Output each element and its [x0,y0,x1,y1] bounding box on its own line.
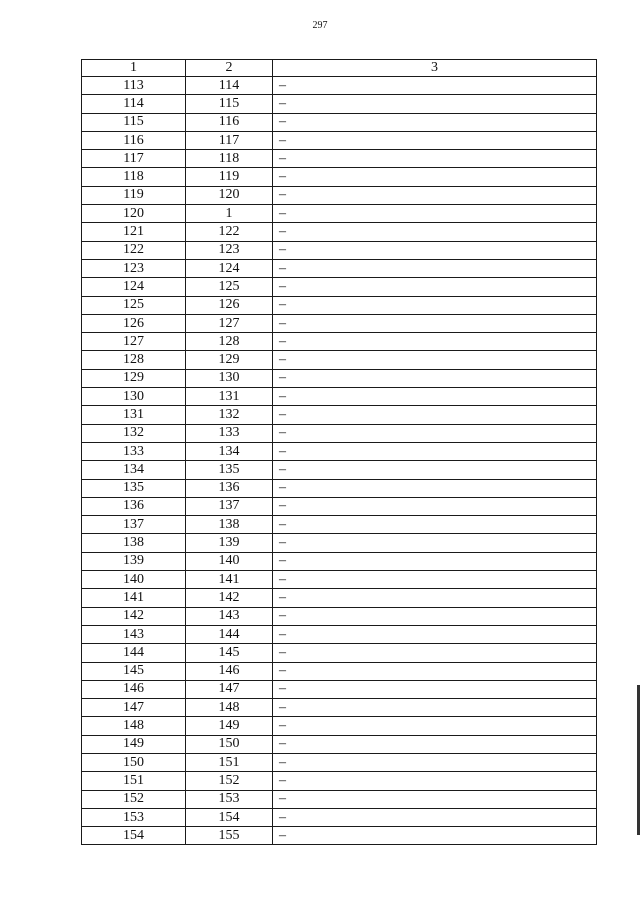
table-row [82,351,597,369]
table-cell-col1: 128 [82,351,186,369]
table-cell-col1: 141 [82,589,186,607]
table-cell-col3: – [273,589,597,607]
data-table-container [81,59,596,845]
table-cell-col3: – [273,772,597,790]
table-row [82,259,597,277]
table-row [82,406,597,424]
table-cell-col3: – [273,314,597,332]
table-cell-col3: – [273,442,597,460]
table-row [82,753,597,771]
table-cell-col2: 122 [186,223,273,241]
table-cell-col1: 146 [82,680,186,698]
table-cell-col3: – [273,644,597,662]
table-cell-col1: 143 [82,625,186,643]
table-cell-col3: – [273,625,597,643]
table-cell-col3: – [273,168,597,186]
table-cell-col2: 145 [186,644,273,662]
table-cell-col2: 117 [186,131,273,149]
table-cell-col2: 142 [186,589,273,607]
table-cell-col2: 152 [186,772,273,790]
table-cell-col2: 144 [186,625,273,643]
table-row [82,168,597,186]
table-cell-col1: 153 [82,808,186,826]
table-cell-col2: 129 [186,351,273,369]
table-cell-col1: 113 [82,77,186,95]
table-cell-col1: 139 [82,552,186,570]
table-cell-col2: 154 [186,808,273,826]
table-cell-col2: 128 [186,333,273,351]
table-cell-col2: 141 [186,571,273,589]
table-cell-col1: 142 [82,607,186,625]
table-row [82,461,597,479]
table-row [82,150,597,168]
table-cell-col3: – [273,790,597,808]
table-row [82,772,597,790]
table-cell-col1: 130 [82,388,186,406]
table-cell-col3: – [273,223,597,241]
table-cell-col3: – [273,424,597,442]
table-cell-col2: 132 [186,406,273,424]
table-cell-col1: 150 [82,753,186,771]
table-cell-col1: 149 [82,735,186,753]
table-cell-col1: 127 [82,333,186,351]
table-cell-col1: 119 [82,186,186,204]
table-row [82,442,597,460]
column-header-2: 2 [186,60,273,77]
table-row [82,808,597,826]
table-cell-col2: 138 [186,516,273,534]
table-cell-col2: 114 [186,77,273,95]
table-cell-col2: 150 [186,735,273,753]
table-cell-col1: 151 [82,772,186,790]
table-cell-col2: 125 [186,278,273,296]
table-row [82,113,597,131]
table-row [82,314,597,332]
table-cell-col1: 135 [82,479,186,497]
table-row [82,662,597,680]
table-cell-col2: 146 [186,662,273,680]
table-row [82,497,597,515]
table-cell-col3: – [273,95,597,113]
table-row [82,552,597,570]
table-row [82,699,597,717]
table-cell-col1: 137 [82,516,186,534]
table-row [82,388,597,406]
table-cell-col3: – [273,113,597,131]
table-cell-col1: 148 [82,717,186,735]
table-cell-col3: – [273,680,597,698]
table-cell-col2: 143 [186,607,273,625]
table-cell-col1: 129 [82,369,186,387]
table-row [82,680,597,698]
table-cell-col3: – [273,241,597,259]
table-cell-col3: – [273,150,597,168]
table-cell-col3: – [273,571,597,589]
table-cell-col1: 134 [82,461,186,479]
table-cell-col1: 140 [82,571,186,589]
table-cell-col1: 154 [82,827,186,845]
table-cell-col2: 124 [186,259,273,277]
table-cell-col1: 123 [82,259,186,277]
table-cell-col3: – [273,333,597,351]
table-cell-col1: 132 [82,424,186,442]
table-cell-col3: – [273,497,597,515]
table-cell-col3: – [273,388,597,406]
table-cell-col1: 152 [82,790,186,808]
table-cell-col1: 115 [82,113,186,131]
table-cell-col1: 145 [82,662,186,680]
table-cell-col1: 144 [82,644,186,662]
table-row [82,95,597,113]
table-header-row [82,60,597,77]
table-cell-col2: 137 [186,497,273,515]
table-cell-col1: 133 [82,442,186,460]
table-row [82,333,597,351]
table-cell-col3: – [273,406,597,424]
table-cell-col3: – [273,278,597,296]
table-cell-col2: 130 [186,369,273,387]
table-cell-col3: – [273,735,597,753]
table-cell-col3: – [273,296,597,314]
table-cell-col3: – [273,699,597,717]
table-cell-col2: 126 [186,296,273,314]
table-cell-col1: 138 [82,534,186,552]
table-row [82,607,597,625]
table-cell-col2: 134 [186,442,273,460]
table-cell-col1: 125 [82,296,186,314]
table-cell-col3: – [273,717,597,735]
table-cell-col2: 149 [186,717,273,735]
page-number: 297 [312,20,328,31]
table-cell-col3: – [273,131,597,149]
table-cell-col3: – [273,753,597,771]
table-cell-col2: 147 [186,680,273,698]
table-cell-col3: – [273,186,597,204]
table-row [82,205,597,223]
table-cell-col2: 116 [186,113,273,131]
table-row [82,790,597,808]
table-cell-col3: – [273,205,597,223]
table-cell-col1: 122 [82,241,186,259]
table-cell-col1: 114 [82,95,186,113]
table-row [82,369,597,387]
table-cell-col2: 131 [186,388,273,406]
table-cell-col2: 136 [186,479,273,497]
table-cell-col1: 120 [82,205,186,223]
table-cell-col2: 1 [186,205,273,223]
table-row [82,644,597,662]
table-row [82,534,597,552]
column-header-3: 3 [273,60,597,77]
table-cell-col1: 118 [82,168,186,186]
table-cell-col3: – [273,259,597,277]
table-cell-col2: 120 [186,186,273,204]
table-body [82,77,597,845]
table-cell-col2: 118 [186,150,273,168]
table-row [82,131,597,149]
table-cell-col3: – [273,77,597,95]
table-cell-col2: 139 [186,534,273,552]
table-cell-col2: 151 [186,753,273,771]
table-cell-col2: 119 [186,168,273,186]
table-cell-col2: 135 [186,461,273,479]
table-cell-col1: 136 [82,497,186,515]
table-cell-col3: – [273,351,597,369]
table-cell-col1: 147 [82,699,186,717]
table-row [82,571,597,589]
table-row [82,186,597,204]
table-cell-col2: 140 [186,552,273,570]
table-cell-col1: 126 [82,314,186,332]
table-cell-col3: – [273,552,597,570]
table-row [82,516,597,534]
table-cell-col1: 117 [82,150,186,168]
table-row [82,241,597,259]
table-cell-col3: – [273,534,597,552]
table-row [82,223,597,241]
table-cell-col2: 127 [186,314,273,332]
column-header-1: 1 [82,60,186,77]
table-row [82,735,597,753]
table-cell-col3: – [273,461,597,479]
table-cell-col2: 153 [186,790,273,808]
table-cell-col3: – [273,662,597,680]
table-cell-col1: 116 [82,131,186,149]
table-cell-col3: – [273,827,597,845]
table-cell-col1: 131 [82,406,186,424]
table-cell-col2: 115 [186,95,273,113]
table-cell-col2: 123 [186,241,273,259]
table-cell-col2: 155 [186,827,273,845]
table-cell-col3: – [273,607,597,625]
table-row [82,589,597,607]
data-table [81,59,597,845]
table-cell-col2: 133 [186,424,273,442]
table-cell-col3: – [273,808,597,826]
table-row [82,479,597,497]
table-cell-col1: 124 [82,278,186,296]
table-cell-col1: 121 [82,223,186,241]
table-row [82,296,597,314]
table-row [82,625,597,643]
table-cell-col3: – [273,516,597,534]
table-cell-col3: – [273,479,597,497]
table-row [82,278,597,296]
table-cell-col3: – [273,369,597,387]
table-cell-col2: 148 [186,699,273,717]
table-row [82,424,597,442]
table-row [82,77,597,95]
table-row [82,827,597,845]
table-row [82,717,597,735]
